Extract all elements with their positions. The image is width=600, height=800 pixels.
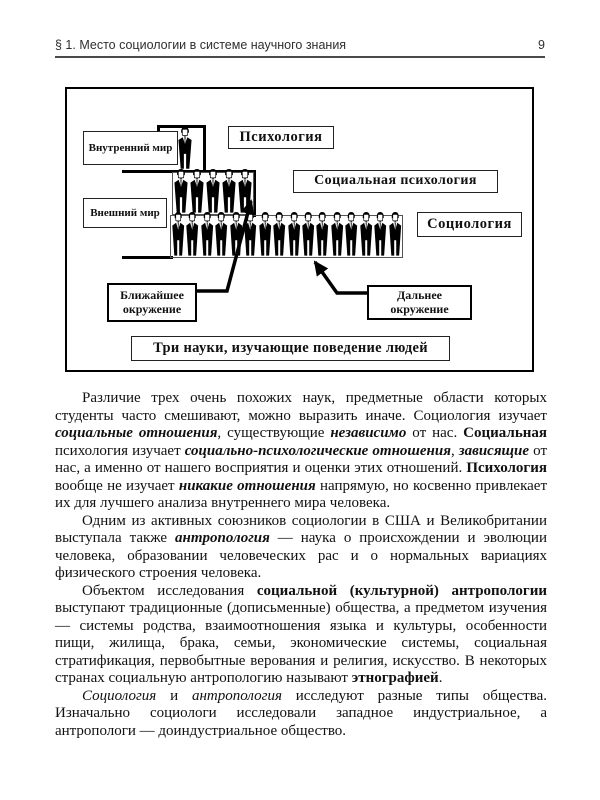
box-near-circle: Ближайшее окружение xyxy=(107,283,197,322)
paragraph: Социология и антропология исследуют разные типы общества. Изначально социологи исследовали западное индустриальное, а антропологи — доиндустриальное общество. xyxy=(55,687,547,739)
running-head xyxy=(55,38,545,58)
figure-arrows xyxy=(67,89,531,369)
box-sociology: Социология xyxy=(417,212,522,237)
running-head-title: § 1. Место социологии в системе научного знания xyxy=(55,38,347,52)
paragraph: Одним из активных союзников социологии в США и Великобритании выступала также антропология — наука о происхождении и эволюции человека, образовании человеческих рас и о нормальных вариациях физического строения человека. xyxy=(55,512,547,581)
box-psychology: Психология xyxy=(228,126,334,149)
page-number: 9 xyxy=(538,38,545,52)
box-far-circle: Дальнее окружение xyxy=(367,285,472,320)
box-inner-world: Внутренний мир xyxy=(83,131,178,165)
arrow-near-circle xyxy=(197,201,251,291)
figure-caption: Три науки, изучающие поведение людей xyxy=(131,336,450,361)
box-social-psychology: Социальная психология xyxy=(293,170,498,193)
box-outer-world: Внешний мир xyxy=(83,198,167,228)
body-text xyxy=(55,390,547,740)
paragraph: Различие трех очень похожих наук, предметные области которых студенты часто смешивают, можно выразить иначе. Социология изучает социальные отношения, существующие независимо от нас. Социальная психология изучает социально-психологические отношения, зависящие от нас, а именно от нашего восприятия и оценки этих отношений. Психология вообще не изучает никакие отношения напрямую, но косвенно привлекает их для лучшего анализа внутреннего мира человека. xyxy=(55,390,548,511)
figure-diagram xyxy=(65,87,534,372)
paragraph: Объектом исследования социальной (культурной) антропологии выступают традиционные (дописьменные) общества, а предметом изучения — системы родства, взаимоотношения языка и культуры, особенности пищи, жилища, брака, семьи, экономические системы, социальная стратификация, первобытные верования и религия, искусство. В некоторых странах социальную антропологию называют этнографией. xyxy=(55,582,547,686)
arrow-far-circle xyxy=(315,262,367,293)
